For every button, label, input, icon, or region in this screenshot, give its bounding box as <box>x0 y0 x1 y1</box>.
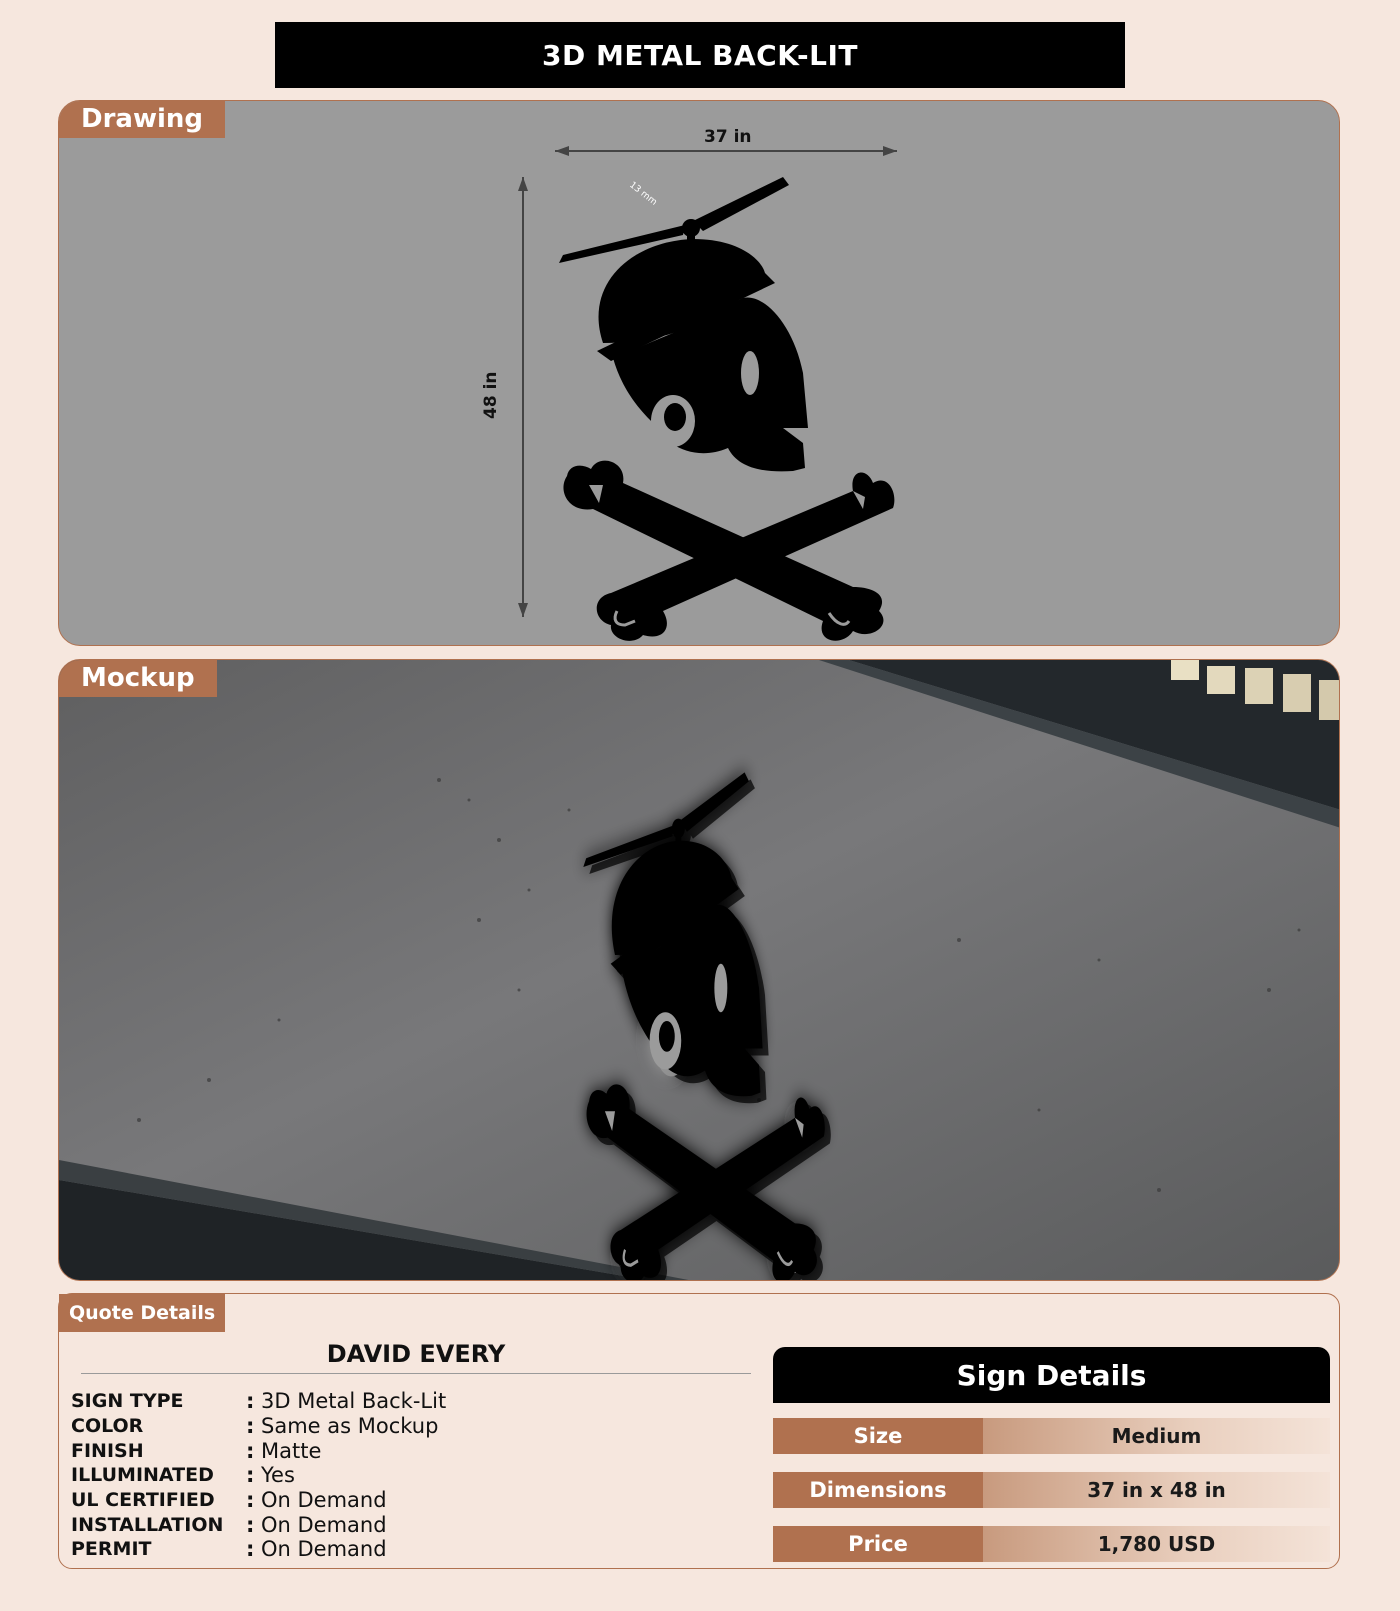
height-dimension-label: 48 in <box>481 371 501 419</box>
mockup-panel <box>58 659 1340 1281</box>
quote-details-panel <box>58 1293 1340 1569</box>
sign-detail-row-dimensions <box>773 1472 1330 1508</box>
spec-value: Yes <box>261 1463 295 1488</box>
spec-colon: : <box>246 1438 255 1463</box>
sign-detail-key: Price <box>773 1526 983 1562</box>
spec-colon: : <box>246 1488 255 1513</box>
spec-list <box>71 1389 446 1562</box>
width-dimension-label: 37 in <box>704 127 752 147</box>
spec-value: On Demand <box>261 1488 387 1513</box>
sign-detail-value: Medium <box>983 1418 1330 1454</box>
sign-details-title: Sign Details <box>773 1347 1330 1403</box>
mockup-scene <box>59 660 1340 1281</box>
customer-name: DAVID EVERY <box>81 1340 751 1374</box>
spec-row-color <box>71 1414 446 1439</box>
spec-row-ul-certified <box>71 1488 446 1513</box>
spec-row-sign-type <box>71 1389 446 1414</box>
spec-key: UL CERTIFIED <box>71 1489 215 1512</box>
sign-detail-key: Size <box>773 1418 983 1454</box>
spec-row-illuminated <box>71 1463 446 1488</box>
spec-colon: : <box>246 1389 255 1414</box>
spec-colon: : <box>246 1463 255 1488</box>
spec-value: Same as Mockup <box>261 1414 439 1439</box>
spec-colon: : <box>246 1537 255 1562</box>
sign-detail-key: Dimensions <box>773 1472 983 1508</box>
spec-key: COLOR <box>71 1415 144 1438</box>
sign-detail-value: 37 in x 48 in <box>983 1472 1330 1508</box>
thickness-label: 13 mm <box>627 180 659 208</box>
spec-row-finish <box>71 1438 446 1463</box>
spec-colon: : <box>246 1414 255 1439</box>
spec-row-installation <box>71 1512 446 1537</box>
sign-detail-row-size <box>773 1418 1330 1454</box>
sign-detail-value: 1,780 USD <box>983 1526 1330 1562</box>
spec-row-permit <box>71 1537 446 1562</box>
spec-value: On Demand <box>261 1512 387 1537</box>
quote-details-tab: Quote Details <box>59 1294 225 1332</box>
spec-colon: : <box>246 1512 255 1537</box>
sign-drawing <box>553 173 899 646</box>
spec-value: On Demand <box>261 1537 387 1562</box>
spec-key: PERMIT <box>71 1538 152 1561</box>
spec-value: Matte <box>261 1438 322 1463</box>
spec-value: 3D Metal Back-Lit <box>261 1389 447 1414</box>
mockup-tab: Mockup <box>59 660 217 697</box>
spec-key: SIGN TYPE <box>71 1390 184 1413</box>
page-title: 3D METAL BACK-LIT <box>275 22 1125 88</box>
spec-key: ILLUMINATED <box>71 1464 214 1487</box>
drawing-tab: Drawing <box>59 101 225 138</box>
spec-key: INSTALLATION <box>71 1513 224 1536</box>
drawing-panel <box>58 100 1340 646</box>
spec-key: FINISH <box>71 1439 144 1462</box>
sign-detail-row-price <box>773 1526 1330 1562</box>
